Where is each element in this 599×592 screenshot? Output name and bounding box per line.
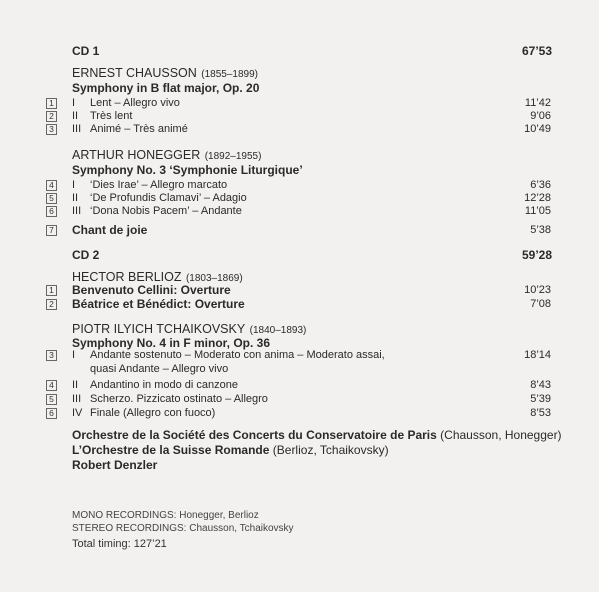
cd1-label: CD 1 xyxy=(72,44,100,58)
movement-number: III xyxy=(72,123,82,135)
track-number: 5 xyxy=(46,193,57,204)
track-title: Béatrice et Bénédict: Overture xyxy=(72,297,245,311)
cd2-label: CD 2 xyxy=(72,248,100,262)
performer-line xyxy=(72,458,157,472)
stereo-value: Chausson, Tchaikovsky xyxy=(189,523,294,534)
cd1-total-time: 67’53 xyxy=(521,44,552,58)
track-title: Chant de joie xyxy=(72,223,148,237)
mono-label: MONO RECORDINGS: xyxy=(72,510,177,521)
movement-number: I xyxy=(72,179,76,191)
track-title: ‘Dona Nobis Pacem’ – Andante xyxy=(90,205,242,217)
track-title: Benvenuto Cellini: Overture xyxy=(72,283,231,297)
track-title: Scherzo. Pizzicato ostinato – Allegro xyxy=(90,393,268,405)
track-time: 10’23 xyxy=(524,284,551,296)
movement-number: IV xyxy=(72,407,83,419)
track-number: 2 xyxy=(46,111,57,122)
movement-number: II xyxy=(72,110,79,122)
performer-note: (Chausson, Honegger) xyxy=(440,428,562,442)
track-time: 7’08 xyxy=(530,298,551,310)
composer-dates: (1855–1899) xyxy=(201,69,258,80)
composer-name: PIOTR ILYICH TCHAIKOVSKY xyxy=(72,322,246,336)
track-number: 6 xyxy=(46,408,57,419)
track-number: 3 xyxy=(46,350,57,361)
performer-note: (Berlioz, Tchaikovsky) xyxy=(272,443,389,457)
track-number: 1 xyxy=(46,285,57,296)
track-number: 3 xyxy=(46,124,57,135)
composer-chausson xyxy=(72,64,258,82)
track-title: Andantino in modo di canzone xyxy=(90,379,238,391)
performer-name: Orchestre de la Société des Concerts du Conservatoire de Paris xyxy=(72,428,437,442)
track-time: 11’05 xyxy=(524,205,551,217)
movement-number: III xyxy=(72,393,82,405)
track-time: 8’53 xyxy=(530,407,551,419)
track-time: 18’14 xyxy=(524,349,551,361)
total-timing-value: 127’21 xyxy=(133,538,167,550)
movement-number: I xyxy=(72,97,76,109)
track-time: 6’36 xyxy=(530,179,551,191)
composer-name: ARTHUR HONEGGER xyxy=(72,148,201,162)
track-time: 10’49 xyxy=(524,123,551,135)
track-number: 2 xyxy=(46,299,57,310)
track-title-continued: quasi Andante – Allegro vivo xyxy=(90,363,229,375)
track-title: Animé – Très animé xyxy=(90,123,188,135)
work-title: Symphony in B flat major, Op. 20 xyxy=(72,81,260,95)
composer-name: HECTOR BERLIOZ xyxy=(72,270,182,284)
mono-recordings xyxy=(72,510,259,521)
track-number: 5 xyxy=(46,394,57,405)
track-number: 7 xyxy=(46,225,57,236)
track-title: Très lent xyxy=(90,110,133,122)
performer-line xyxy=(72,428,562,442)
track-title: Lent – Allegro vivo xyxy=(90,97,180,109)
stereo-recordings xyxy=(72,523,294,534)
track-time: 5’39 xyxy=(530,393,551,405)
movement-number: III xyxy=(72,205,82,217)
track-time: 8’43 xyxy=(530,379,551,391)
track-time: 5’38 xyxy=(530,224,551,236)
performer-line xyxy=(72,443,389,457)
track-number: 4 xyxy=(46,180,57,191)
movement-number: II xyxy=(72,192,79,204)
work-title: Symphony No. 4 in F minor, Op. 36 xyxy=(72,336,271,350)
composer-dates: (1803–1869) xyxy=(185,273,243,284)
composer-dates: (1892–1955) xyxy=(204,151,262,162)
mono-value: Honegger, Berlioz xyxy=(179,510,259,521)
cd2-total-time: 59’28 xyxy=(521,248,552,262)
track-title: Finale (Allegro con fuoco) xyxy=(90,407,216,419)
track-time: 11’42 xyxy=(524,97,551,109)
track-number: 4 xyxy=(46,380,57,391)
conductor-name: Robert Denzler xyxy=(72,458,158,472)
movement-number: I xyxy=(72,349,76,361)
stereo-label: STEREO RECORDINGS: xyxy=(72,523,187,534)
work-title: Symphony No. 3 ‘Symphonie Liturgique’ xyxy=(72,163,303,177)
track-title: ‘Dies Irae’ – Allegro marcato xyxy=(90,179,228,191)
track-time: 9’06 xyxy=(530,110,551,122)
composer-name: ERNEST CHAUSSON xyxy=(72,66,197,80)
composer-honegger xyxy=(72,146,261,164)
performer-name: L’Orchestre de la Suisse Romande xyxy=(72,443,270,457)
track-title: ‘De Profundis Clamavi’ – Adagio xyxy=(90,192,247,204)
movement-number: II xyxy=(72,379,79,391)
total-timing xyxy=(72,538,167,550)
track-number: 1 xyxy=(46,98,57,109)
track-title: Andante sostenuto – Moderato con anima – Moderato assai, xyxy=(90,349,385,361)
track-time: 12’28 xyxy=(524,192,551,204)
total-timing-label: Total timing: xyxy=(72,538,131,550)
track-number: 6 xyxy=(46,206,57,217)
composer-dates: (1840–1893) xyxy=(249,325,307,336)
